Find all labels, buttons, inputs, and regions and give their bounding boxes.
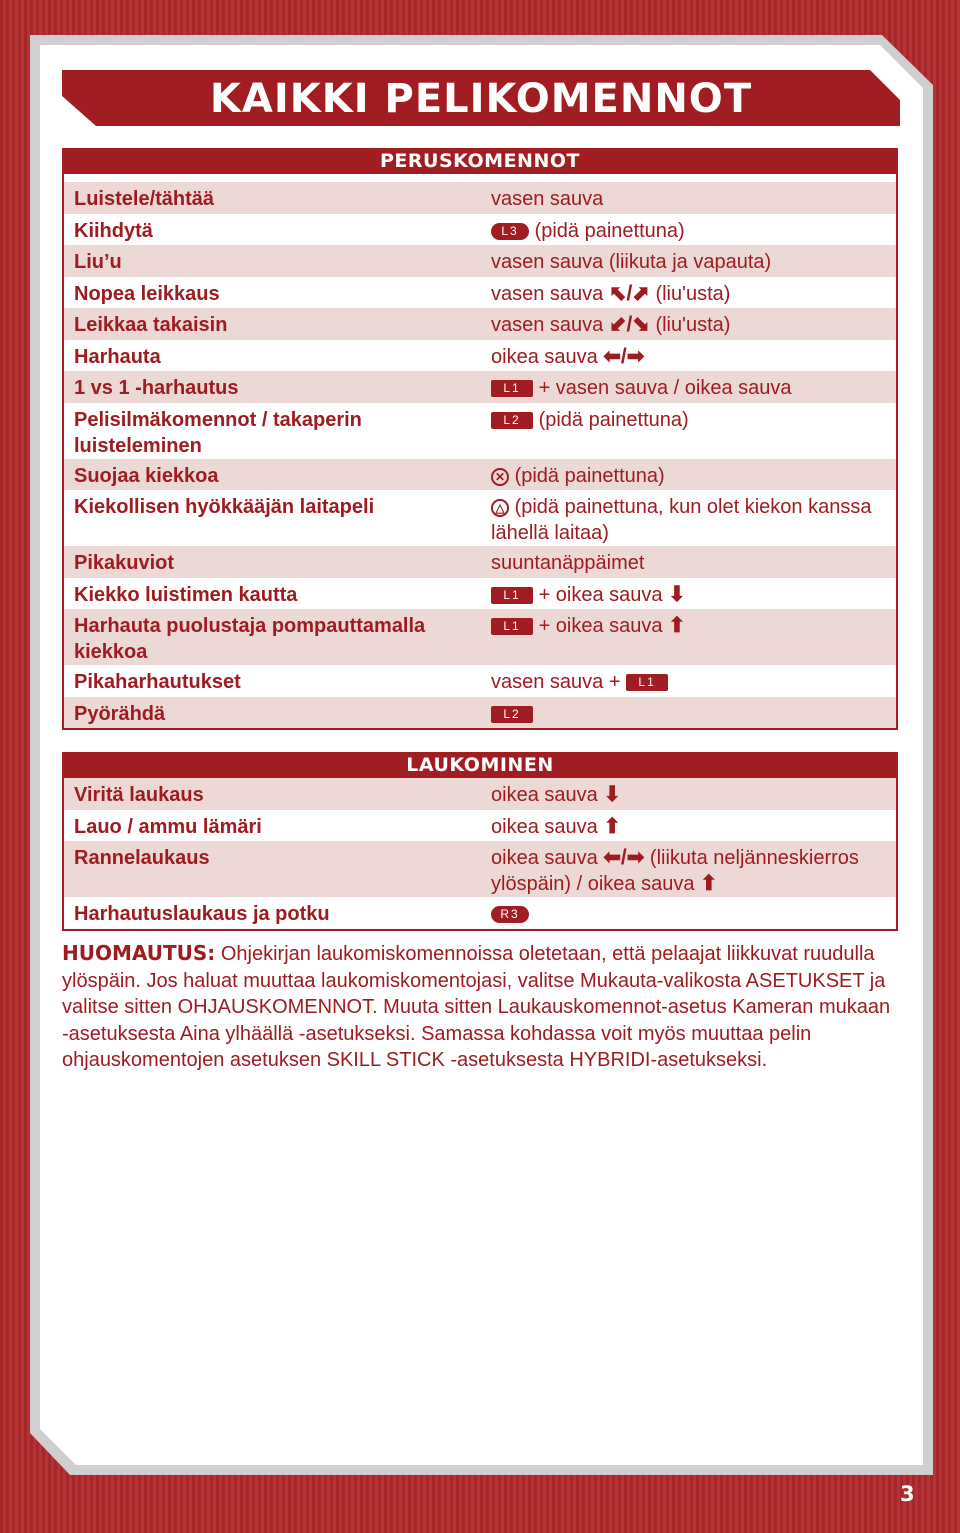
command-cell bbox=[491, 697, 896, 729]
command-cell bbox=[491, 810, 896, 842]
action-label: Kiekko luistimen kautta bbox=[74, 583, 298, 606]
command-text: vasen sauva bbox=[491, 282, 604, 305]
command-text: vasen sauva + bbox=[491, 671, 621, 693]
table-row bbox=[64, 308, 896, 340]
action-label: Harhautuslaukaus ja potku bbox=[74, 903, 330, 925]
command-text: (pidä painettuna) bbox=[538, 408, 689, 431]
down-arrow-icon: ⬇ bbox=[668, 582, 686, 606]
command-cell bbox=[491, 214, 896, 246]
cross-button-icon: ✕ bbox=[491, 468, 509, 486]
table-row bbox=[64, 214, 896, 246]
table-row bbox=[64, 778, 896, 810]
command-text: oikea sauva bbox=[491, 847, 598, 869]
command-text: (liu'usta) bbox=[655, 314, 731, 336]
command-text: (liikuta neljänneskierros ylöspäin) / oikea sauva bbox=[491, 847, 859, 895]
command-cell bbox=[491, 490, 896, 546]
note-text: Ohjekirjan laukomiskomennoissa oletetaan, että pelaajat liikkuvat ruudulla ylöspäin. Jos haluat muuttaa laukomiskomentojasi, valitse Mukauta-valikosta ASETUKSET ja valitse sitten OHJAUSKOMENNOT. Muuta sitten Laukauskomennot-asetus Kameran mukaan -asetuksesta Aina ylhäällä -asetukseksi. Samassa kohdassa voit myös muuttaa pelin ohjauskomentojen asetuksen SKILL STICK -asetuksesta HYBRIDI-asetukseksi. bbox=[62, 943, 891, 1071]
action-label: Kiekollisen hyökkääjän laitapeli bbox=[74, 496, 375, 518]
command-cell bbox=[491, 897, 896, 929]
action-label: Pyörähdä bbox=[74, 702, 166, 725]
table-row bbox=[64, 371, 896, 403]
action-label: Liu’u bbox=[74, 251, 122, 273]
table-row bbox=[64, 841, 896, 897]
action-label: Rannelaukaus bbox=[74, 847, 210, 869]
command-text: vasen sauva (liikuta ja vapauta) bbox=[491, 251, 772, 273]
command-cell bbox=[491, 245, 896, 277]
action-label: Suojaa kiekkoa bbox=[74, 464, 219, 487]
command-text: + oikea sauva bbox=[538, 615, 663, 637]
command-cell bbox=[491, 578, 896, 610]
l3-button-icon: L3 bbox=[491, 223, 529, 240]
command-cell bbox=[491, 778, 896, 810]
command-text: vasen sauva bbox=[491, 188, 604, 210]
action-label: Harhauta puolustaja pompauttamalla kiekkoa bbox=[74, 615, 426, 663]
command-cell bbox=[491, 277, 896, 309]
command-text: oikea sauva bbox=[491, 345, 598, 368]
table-row bbox=[64, 340, 896, 372]
command-cell bbox=[491, 665, 896, 697]
command-cell bbox=[491, 841, 896, 897]
page-number: 3 bbox=[900, 1482, 915, 1506]
section-heading-shooting: LAUKOMINEN bbox=[62, 752, 898, 778]
triangle-button-icon: △ bbox=[491, 499, 509, 517]
action-label: Pikaharhautukset bbox=[74, 671, 241, 693]
action-label: Luistele/tähtää bbox=[74, 188, 215, 210]
table-row bbox=[64, 546, 896, 578]
table-spacer bbox=[64, 174, 896, 182]
command-text: (pidä painettuna, kun olet kiekon kanssa lähellä laitaa) bbox=[491, 496, 872, 544]
action-label: Leikkaa takaisin bbox=[74, 314, 228, 336]
l2-button-icon: L2 bbox=[491, 706, 533, 723]
command-text: + vasen sauva / oikea sauva bbox=[538, 377, 792, 399]
command-cell bbox=[491, 546, 896, 578]
l2-button-icon: L2 bbox=[491, 412, 533, 429]
table-row bbox=[64, 665, 896, 697]
table-row bbox=[64, 182, 896, 214]
l1-button-icon: L1 bbox=[626, 674, 668, 691]
table-row bbox=[64, 490, 896, 546]
table-row bbox=[64, 810, 896, 842]
command-text: (pidä painettuna) bbox=[514, 464, 665, 487]
command-text: (liu'usta) bbox=[655, 282, 731, 305]
action-label: Lauo / ammu lämäri bbox=[74, 815, 262, 838]
table-row bbox=[64, 578, 896, 610]
action-label: Pelisilmäkomennot / takaperin luisteleminen bbox=[74, 408, 362, 457]
left-right-arrow-icon: ⬅/➡ bbox=[603, 846, 645, 869]
section-heading-basic: PERUSKOMENNOT bbox=[62, 148, 898, 174]
action-label: Kiihdytä bbox=[74, 219, 153, 242]
up-arrow-icon: ⬆ bbox=[603, 814, 621, 838]
command-text: vasen sauva bbox=[491, 314, 604, 336]
action-label: Viritä laukaus bbox=[74, 784, 204, 806]
action-label: Nopea leikkaus bbox=[74, 282, 220, 305]
table-row bbox=[64, 459, 896, 491]
table-row bbox=[64, 277, 896, 309]
table-row bbox=[64, 245, 896, 277]
note-paragraph bbox=[62, 940, 902, 1074]
command-cell bbox=[491, 182, 896, 214]
note-label: HUOMAUTUS: bbox=[62, 941, 216, 965]
action-label: Pikakuviot bbox=[74, 552, 175, 574]
command-cell bbox=[491, 308, 896, 340]
l1-button-icon: L1 bbox=[491, 380, 533, 397]
left-right-arrow-icon: ⬅/➡ bbox=[603, 344, 645, 368]
command-cell bbox=[491, 459, 896, 491]
command-cell bbox=[491, 403, 896, 459]
command-cell bbox=[491, 340, 896, 372]
command-cell bbox=[491, 371, 896, 403]
table-row bbox=[64, 403, 896, 459]
table-row bbox=[64, 697, 896, 729]
basic-commands-table bbox=[62, 174, 898, 730]
up-arrow-icon: ⬆ bbox=[668, 614, 686, 637]
command-cell bbox=[491, 609, 896, 665]
table-row bbox=[64, 609, 896, 665]
shooting-commands-table bbox=[62, 778, 898, 931]
page-title: KAIKKI PELIKOMENNOT bbox=[209, 76, 753, 122]
r3-button-icon: R3 bbox=[491, 906, 529, 923]
command-text: + oikea sauva bbox=[538, 583, 663, 606]
command-text: (pidä painettuna) bbox=[534, 219, 685, 242]
l1-button-icon: L1 bbox=[491, 618, 533, 635]
diagonal-down-arrow-icon: ⬋/⬊ bbox=[608, 313, 650, 336]
action-label: Harhauta bbox=[74, 345, 161, 368]
diagonal-up-arrow-icon: ⬉/⬈ bbox=[608, 281, 650, 305]
command-text: oikea sauva bbox=[491, 815, 598, 838]
command-text: oikea sauva bbox=[491, 784, 598, 806]
command-text: suuntanäppäimet bbox=[491, 552, 645, 574]
action-label: 1 vs 1 -harhautus bbox=[74, 377, 239, 399]
table-row bbox=[64, 897, 896, 929]
l1-button-icon: L1 bbox=[491, 587, 533, 604]
down-arrow-icon: ⬇ bbox=[603, 783, 621, 806]
up-arrow-icon: ⬆ bbox=[700, 872, 718, 895]
